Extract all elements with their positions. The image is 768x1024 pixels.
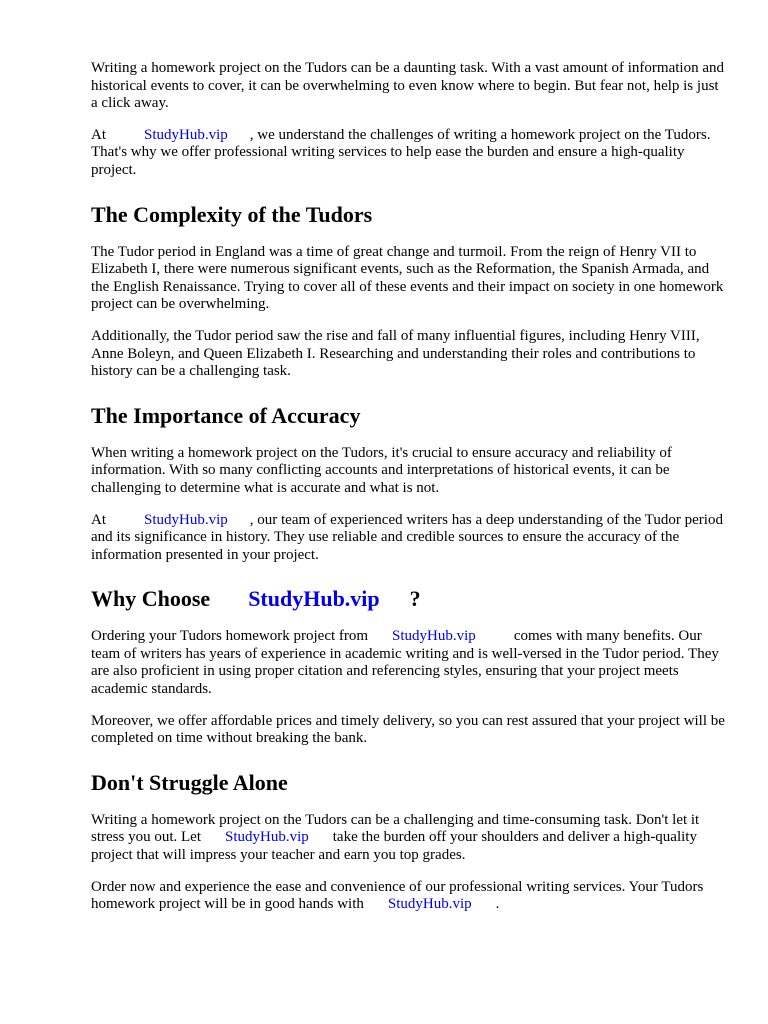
heading-dont-struggle: Don't Struggle Alone [91, 769, 288, 795]
studyhub-link-accuracy[interactable]: StudyHub.vip [144, 511, 228, 528]
why-paragraph-1 [91, 628, 727, 698]
accuracy-paragraph-2 [91, 512, 727, 565]
intro-p2-text: , we understand the challenges of writing a homework project on the Tudors. That's why we offer professional writing services to help ease the burden and ensure a high-quality project. [91, 126, 711, 178]
alone-p2-period: . [495, 896, 500, 913]
studyhub-link-alone[interactable]: StudyHub.vip [225, 829, 309, 846]
alone-p2-prefix-text: Order now and experience the ease and convenience of our professional writing services. Your Tudors homework project will be in good hands with [91, 878, 704, 913]
intro-paragraph-1: Writing a homework project on the Tudors can be a daunting task. With a vast amount of information and historical events to cover, it can be overwhelming to even know where to begin. But fear not, help is just a click away. [91, 60, 724, 112]
studyhub-link-why[interactable]: StudyHub.vip [392, 628, 476, 645]
alone-p1-prefix-text: Writing a homework project on the Tudors can be a challenging and time-consuming task. Don't let it stress you out. Let [91, 811, 700, 846]
alone-p1-suffix-text: take the burden off your shoulders and deliver a high-quality project that will impress your teacher and earn you top grades. [91, 829, 697, 864]
heading-why-choose [91, 586, 727, 612]
why-p1-suffix-text: comes with many benefits. Our team of writers has years of experience in academic writing and is well-versed in the Tudor period. They are also proficient in using proper citation and referencing styles, ensuring that your project meets academic standards. [91, 628, 719, 698]
document-page [91, 60, 727, 914]
heading-accuracy: The Importance of Accuracy [91, 402, 361, 428]
studyhub-link-intro[interactable]: StudyHub.vip [144, 126, 228, 143]
intro-at-text: At [91, 126, 106, 143]
alone-paragraph-2 [91, 879, 727, 914]
complexity-paragraph-1: The Tudor period in England was a time of great change and turmoil. From the reign of Henry VII to Elizabeth I, there were numerous significant events, such as the Reformation, the Spanish Armada, and the English Renaissance. Trying to cover all of these events and their impact on society in one homework project can be overwhelming. [91, 243, 724, 313]
why-heading-text: Why Choose [91, 586, 211, 612]
complexity-paragraph-2: Additionally, the Tudor period saw the rise and fall of many influential figures, including Henry VIII, Anne Boleyn, and Queen Elizabeth I. Researching and understanding their roles and contributions to history can be a challenging task. [91, 327, 700, 380]
heading-complexity: The Complexity of the Tudors [91, 201, 373, 227]
accuracy-paragraph-1: When writing a homework project on the Tudors, it's crucial to ensure accuracy and reliability of information. With so many conflicting accounts and interpretations of historical events, it can be challenging to determine what is accurate and what is not. [91, 444, 672, 496]
why-p1-prefix-text: Ordering your Tudors homework project from [91, 628, 369, 645]
why-heading-qmark: ? [409, 586, 421, 612]
intro-paragraph-2 [91, 127, 727, 180]
studyhub-link-heading[interactable]: StudyHub.vip [248, 586, 380, 612]
studyhub-link-closing[interactable]: StudyHub.vip [387, 896, 472, 913]
why-paragraph-2: Moreover, we offer affordable prices and timely delivery, so you can rest assured that your project will be completed on time without breaking the bank. [91, 712, 725, 747]
accuracy-at-text: At [91, 511, 106, 528]
alone-paragraph-1 [91, 812, 727, 865]
accuracy-p2-text: , our team of experienced writers has a deep understanding of the Tudor period and its significance in history. They use reliable and credible sources to ensure the accuracy of the information presented in your project. [91, 511, 723, 563]
